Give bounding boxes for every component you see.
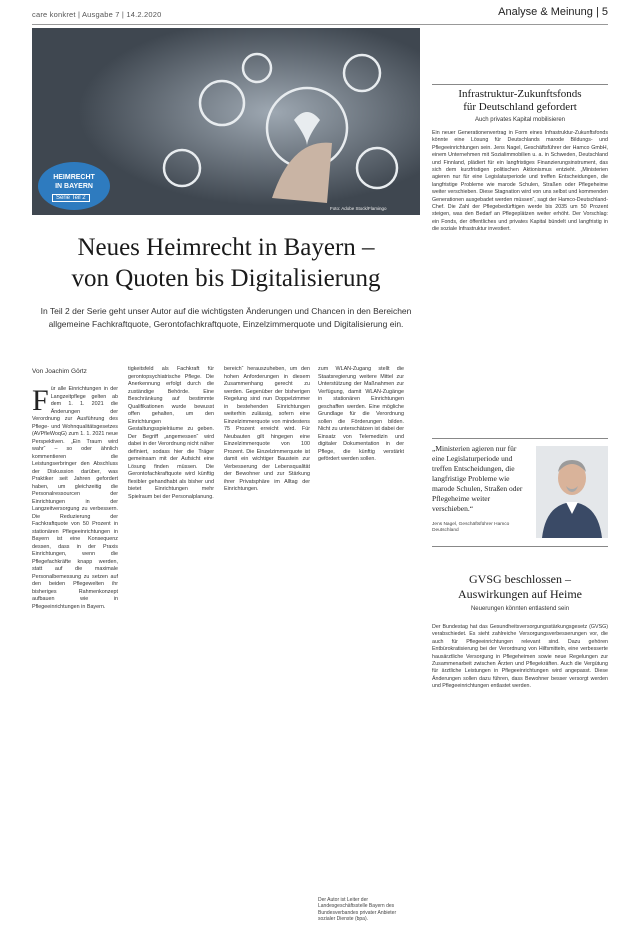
sidebar1-subtitle: Auch privates Kapital mobilisieren bbox=[474, 117, 566, 123]
series-badge bbox=[38, 162, 110, 210]
portrait-photo bbox=[536, 446, 608, 538]
article-column-2 bbox=[128, 366, 214, 501]
sidebar2-title bbox=[432, 572, 608, 602]
sidebar1-title-line1: Infrastruktur-Zukunftsfonds bbox=[458, 88, 582, 100]
sidebar1-top-rule bbox=[432, 84, 608, 85]
column-2-text: tigkeitsfeld als Fachkraft für gerontopsychiatrische Pflege. Die Anerkennung erfolgt durch die zuständige Behörde. Eine Beschränkung auf bestimmte Qualifikationen wurde bewusst offen gehalten, um den Einrichtungen Gestaltungsspielräume zu geben. Der Begriff „angemessen“ wird dabei in der Verordnung nicht näher definiert, sodass hier die Träger gemeinsam mit der Aufsicht eine Lösung finden müssen. Die Gerontofachkraftquote wird künftig flexibler gehandhabt als bisher und bietet Einrichtungen mehr Spielraum bei der Personalplanung. bbox=[128, 366, 214, 500]
article-column-3 bbox=[224, 366, 310, 494]
badge-line1: HEIMRECHT bbox=[53, 174, 95, 181]
badge-series-label: Serie Teil 2 bbox=[52, 194, 90, 202]
photo-credit: Foto: Adobe Stock/Flamingo bbox=[330, 206, 387, 211]
quote-caption: Jens Nagel, Geschäftsführer Hamco Deutschland bbox=[432, 522, 510, 533]
quote-bottom-rule bbox=[432, 546, 608, 547]
drop-cap: F bbox=[32, 384, 49, 417]
sidebar2-subtitle: Neuerungen könnten entlastend sein bbox=[470, 606, 570, 612]
headline-line1: Neues Heimrecht in Bayern – bbox=[77, 234, 375, 261]
column-1-text: ür alle Einrichtungen in der Langzeitpflege gelten ab dem 1. 1. 2021 die Änderungen der Verordnung zur Ausführung des Pflege- und Wohnqualitätsgesetzes (AVPfleWoqG) zum 1. 1. 2021 neue Perspektiven. „Ein Traum wird wahr“ – so oder ähnlich kommentieren die Leistungserbringer den Abschluss der Diskussion darüber, was Praktiker seit Jahren gefordert haben, um gleichzeitig die Personalressourcen der Einrichtungen in der Langzeitversorgung zu verbessern. Die Reduzierung der Fachkraftquote von 50 Prozent in stationären Pflegeeinrichtungen in Bayern ist eine Konsequenz dessen, dass in der Praxis Einrichtungen, wenn die Pflegefachkräfte knapp werden, statt auf die maximale Personalbemessung zu setzen auf den beiden Pflegewelten ihr bisheriges Rahmenkonzept aufbauen wie in Pflegeeinrichtungen in Bayern. bbox=[32, 386, 118, 610]
sidebar2-title-line1: GVSG beschlossen – bbox=[469, 572, 571, 586]
header-section: Analyse & Meinung | 5 bbox=[498, 6, 608, 18]
article-headline bbox=[32, 232, 420, 294]
header-publication: care konkret | Ausgabe 7 | 14.2.2020 bbox=[32, 10, 162, 19]
article-author: Von Joachim Görtz bbox=[32, 368, 87, 375]
sidebar1-title-line2: für Deutschland gefordert bbox=[463, 101, 577, 113]
column-4-text: zum WLAN-Zugang stellt die Staatsregierung weitere Mittel zur Unterstützung der Maßnahmen zur Verfügung, damit WLAN-Zugänge in stationären Einrichtungen geschaffen werden. Eine mögliche Grundlage für die Verordnung sollen die Förderungen bilden. Nicht zu unterschätzen ist dabei der Einsatz von Telemedizin und digitaler Dokumentation in der Pflege, die künftig verstärkt gefördert werden sollen. bbox=[318, 366, 404, 462]
article-column-4 bbox=[318, 366, 404, 464]
article-lead: In Teil 2 der Serie geht unser Autor auf die wichtigsten Änderungen und Chancen in den Bereichen allgemeine Fachkraftquote, Gerontofachkraftquote, Einzelzimmerquote und Digitalisierung ein. bbox=[40, 306, 412, 329]
author-note: Der Autor ist Leiter der Landesgeschäftsstelle Bayern des Bundesverbandes privater Anbieter sozialer Dienste (bpa). bbox=[318, 897, 397, 922]
pull-quote: „Ministerien agieren nur für eine Legislaturperiode und treffen Entscheidungen, die langfristige Probleme wie marode Schulen, Straßen oder Pflegeheime weiter verschieben.“ bbox=[432, 444, 523, 513]
column-3-text: bereich“ herauszuheben, um den hohen Anforderungen in diesem Zusammenhang gerecht zu werden. Gegenüber der bisherigen Regelung sind nun Doppelzimmer in bestehenden Einrichtungen weiterhin zulässig, sofern eine Einzelzimmerquote von mindestens 75 Prozent erreicht wird. Für Neubauten gilt hingegen eine Einzelzimmerquote von 100 Prozent. Die Einzelzimmerquote ist damit ein wichtiger Baustein zur Verbesserung der Lebensqualität der Bewohner und zur Stärkung ihrer Privatsphäre im Alltag der Einrichtungen. bbox=[224, 366, 310, 492]
sidebar2-title-line2: Auswirkungen auf Heime bbox=[458, 587, 582, 601]
sidebar1-text bbox=[432, 130, 608, 234]
sidebar2-text bbox=[432, 624, 608, 691]
sidebar2-body: Der Bundestag hat das Gesundheitsversorgungsstärkungsgesetz (GVSG) verabschiedet. Es sieht zahlreiche Versorgungsverbesserungen vor, die auch für Pflegeeinrichtungen relevant sind. Dazu gehören Entbürokratisierung bei der Verordnung von Hilfsmitteln, eine verbesserte hausärztliche Versorgung in Pflegeheimen sowie neue Regelungen zur Zusammenarbeit zwischen Ärzten und Pflegekräften. Auch die Vergütung für ärztliche Leistungen in Pflegeeinrichtungen wird angepasst. Diese Änderungen sollen dazu führen, dass Bewohner besser versorgt werden und Pflegeeinrichtungen entlastet werden. bbox=[432, 624, 608, 690]
sidebar1-body: Ein neuer Generationenvertrag in Form eines Infrastruktur-Zukunftsfonds könnte eine Lösung für Deutschlands marode Bildungs- und Pflegeeinrichtungen sein. Jens Nagel, Geschäftsführer der Hamco GmbH, einem Unternehmen mit Sozialimmobilien u. a. in Schweden, Deutschland und Finnland, plädiert für ein langfristiges Finanzierungsinstrument, das sich dem kurzfristigen politischen Aktionismus entzieht. „Ministerien agieren nur für eine Legislaturperiode und treffen Entscheidungen, die langfristige Probleme wie marode Schulen, Straßen oder Pflegeheime weiter verschieben. Diese Stagnation wird von uns selbst und kommenden Generationen ausgebadet werden müssen“, sagt der Hamco-Deutschland-Chef. Die Zahl der Pflegebedürftigen werde bis 2035 um 50 Prozent steigen, was den Bedarf an Pflegeplätzen weiter erhöht. Der Vorschlag: ein Fonds, der öffentliches und privates Kapital bündelt und langfristig in die soziale Infrastruktur investiert. bbox=[432, 130, 608, 233]
article-column-1 bbox=[32, 386, 118, 611]
badge-line2: IN BAYERN bbox=[55, 183, 93, 190]
headline-line2: von Quoten bis Digitalisierung bbox=[71, 265, 381, 292]
sidebar1-title bbox=[432, 88, 608, 114]
quote-top-rule bbox=[432, 438, 608, 439]
header-divider bbox=[32, 24, 608, 25]
